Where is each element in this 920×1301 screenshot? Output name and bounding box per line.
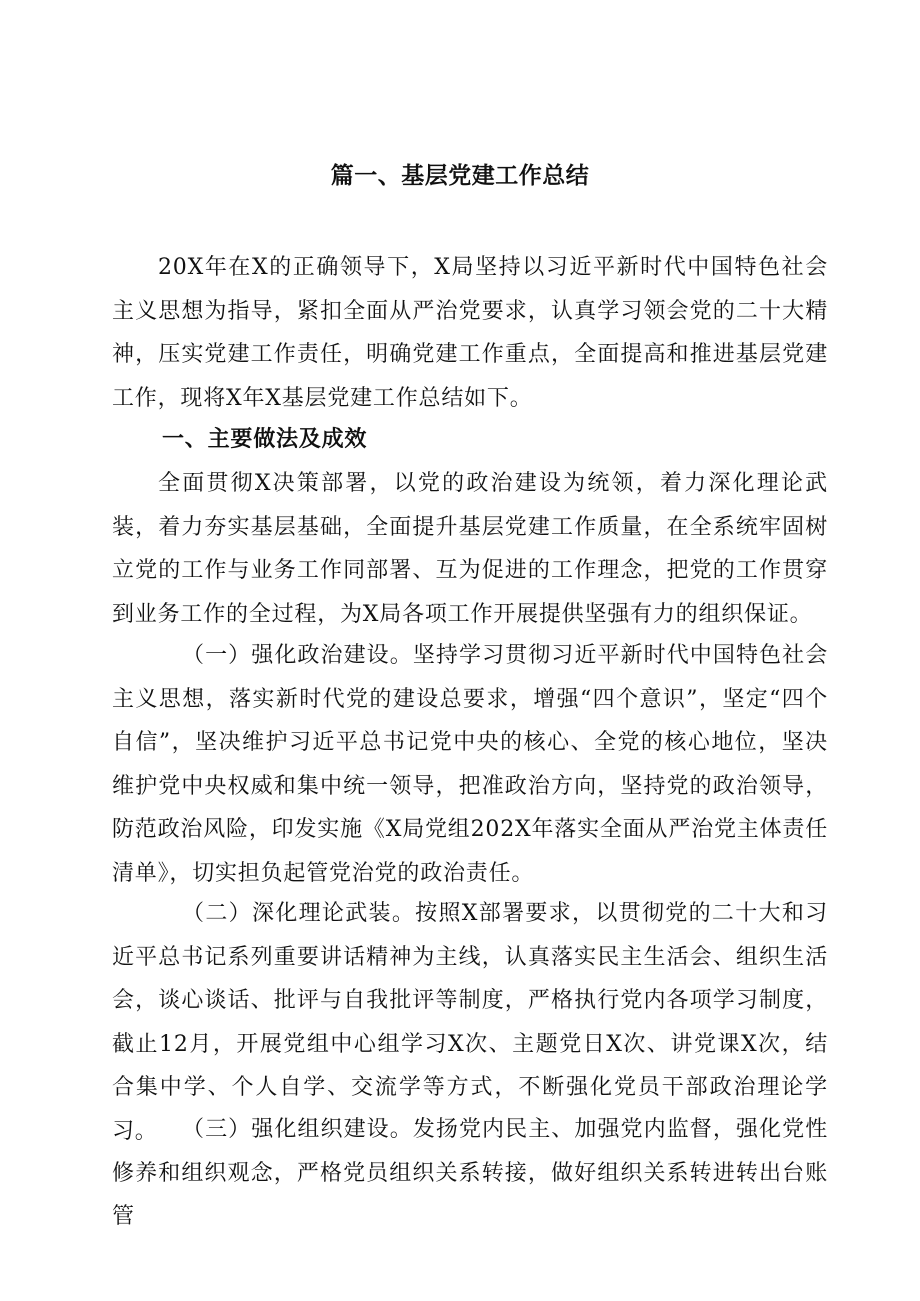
section-heading-1: 一、主要做法及成效 — [162, 427, 368, 452]
item-1-paragraph: （一）强化政治建设。坚持学习贯彻习近平新时代中国特色社会主义思想，落实新时代党的建设总要求，增强“四个意识”，坚定“四个自信”，坚决维护习近平总书记党中央的核心、全党的核心地位，坚决维护党中央权威和集中统一领导，把准政治方向，坚持党的政治领导，防范政治风险，印发实施《X局党组202X年落实全面从严治党主体责任清单》，切实担负起管党治党的政治责任。 — [112, 643, 828, 886]
intro-paragraph: 20X年在X的正确领导下，X局坚持以习近平新时代中国特色社会主义思想为指导，紧扣全面从严治党要求，认真学习领会党的二十大精神，压实党建工作责任，明确党建工作重点，全面提高和推进基层党建工作，现将X年X基层党建工作总结如下。 — [112, 255, 828, 411]
document-title: 篇一、基层党建工作总结 — [330, 163, 590, 189]
item-3-paragraph: （三）强化组织建设。发扬党内民主、加强党内监督，强化党性修养和组织观念，严格党员组织关系转接，做好组织关系转进转出台账管 — [112, 1117, 828, 1229]
section-1-paragraph: 全面贯彻X决策部署，以党的政治建设为统领，着力深化理论武装，着力夯实基层基础，全面提升基层党建工作质量，在全系统牢固树立党的工作与业务工作同部署、互为促进的工作理念，把党的工作贯穿到业务工作的全过程，为X局各项工作开展提供坚强有力的组织保证。 — [112, 471, 828, 627]
item-2-paragraph: （二）深化理论武装。按照X部署要求，以贯彻党的二十大和习近平总书记系列重要讲话精神为主线，认真落实民主生活会、组织生活会，谈心谈话、批评与自我批评等制度，严格执行党内各项学习制度，截止12月，开展党组中心组学习X次、主题党日X次、讲党课X次，结合集中学、个人自学、交流学等方式，不断强化党员干部政治理论学习。 — [112, 901, 828, 1144]
